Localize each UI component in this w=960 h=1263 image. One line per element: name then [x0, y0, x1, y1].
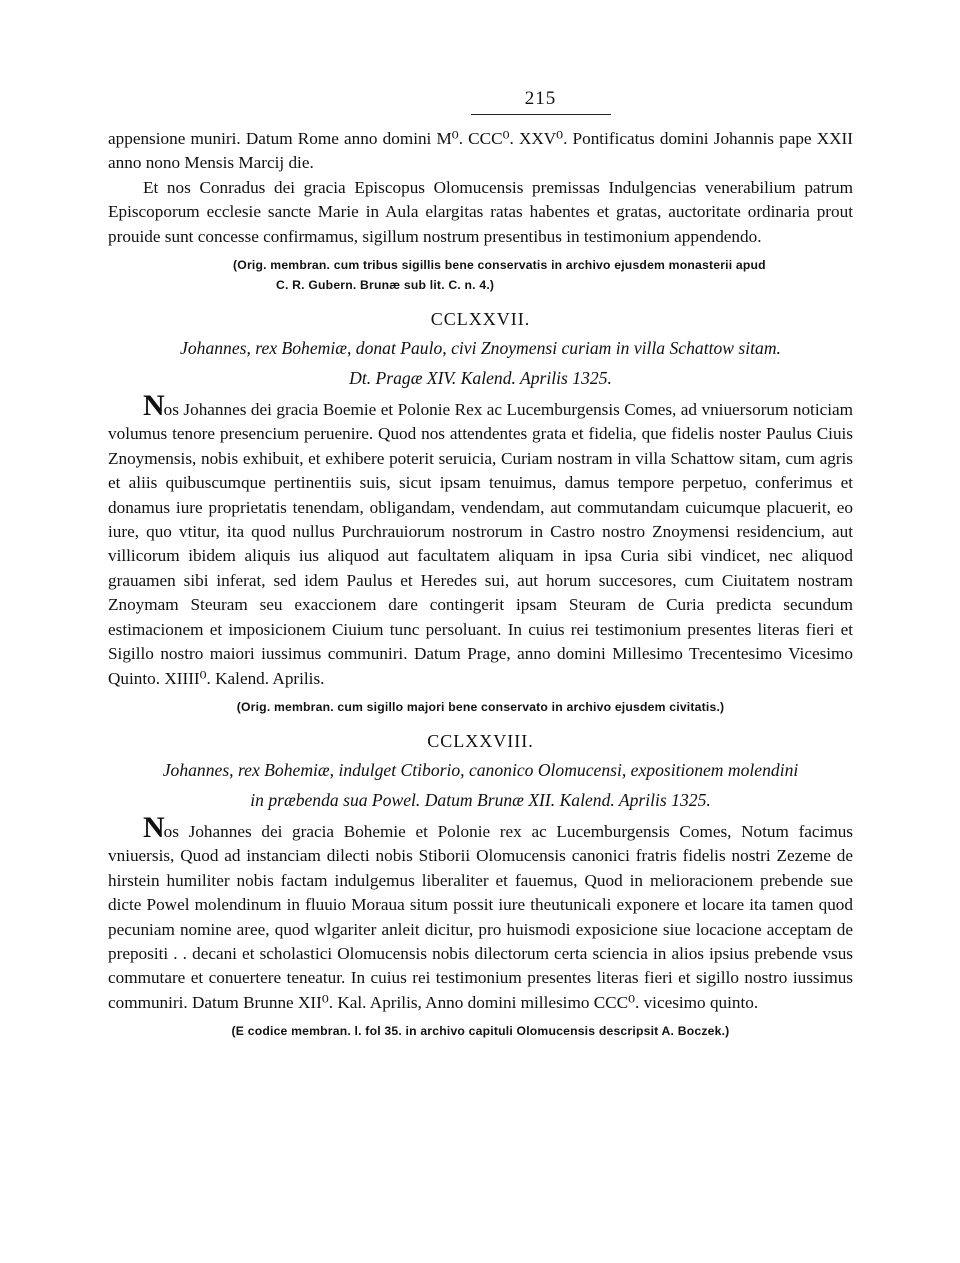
source-note-1 — [108, 255, 853, 295]
document-summary-line1: Johannes, rex Bohemiæ, donat Paulo, civi Znoymensi curiam in villa Schattow sitam. — [180, 338, 781, 359]
source-note: (E codice membran. l. fol 35. in archivo capituli Olomucensis descripsit A. Boczek.) — [231, 1024, 730, 1039]
source-note: (Orig. membran. cum sigillo majori bene conservato in archivo ejusdem civitatis.) — [236, 699, 725, 714]
drop-initial: N — [143, 389, 164, 423]
drop-initial: N — [143, 810, 164, 844]
document-page — [108, 88, 853, 1041]
source-note-1-line1: (Orig. membran. cum tribus sigillis bene conservatis in archivo ejusdem monasterii apud — [233, 258, 766, 273]
document-body — [108, 810, 853, 1015]
source-note-1-line2: C. R. Gubern. Brunæ sub lit. C. n. 4.) — [276, 278, 495, 293]
document-277 — [108, 309, 853, 717]
document-body-text: os Johannes dei gracia Boemie et Polonie Rex ac Lucemburgensis Comes, ad vniuersorum noticiam volumus tenore presencium peruenire. Quod nos attendentes grata et fidelia, que fidelis noster Paulus Ciuis Znoymensis, nobis exhibuit, et exhibere poterit seruicia, Curiam nostram in villa Schattow sitam, cum agris et aliis quibuscumque pertinentiis suis, sicut ipsam tenuimus, damus tempore perpetuo, conferimus et donamus iure proprietatis tenendam, obligandam, vendendam, aut commutandam cuicumque placuerit, eo iure, quo vtitur, ita quod nullus Purchrauiorum nostrorum in Castro nostro Znoymensi residencium, aut villicorum ibidem aliquis ius aliquod aut facultatem aliquam in ipsa Curia sibi vindicet, nec aliquod grauamen sibi inferat, sed idem Paulus et Heredes sui, aut horum succesores, cum Ciuitatem nostram Znoymam Steuram seu exaccionem dare contingerit ipsam Steuram de Curia predicta secundum estimacionem et imposicionem Ciuium tunc persoluant. In cuius rei testimonium presentes literas fieri et Sigillo nostro maiori iussimus communiri. Datum Prage, anno domini Millesimo Trecentesimo Vicesimo Quinto. XIIII⁰. Kalend. Aprilis. — [108, 400, 853, 688]
document-278 — [108, 731, 853, 1041]
document-summary-line1: Johannes, rex Bohemiæ, indulget Ctiborio, canonico Olomucensi, expositionem molendini — [162, 759, 799, 780]
page-number: 215 — [471, 88, 611, 115]
paragraph-appensione: appensione muniri. Datum Rome anno domini M⁰. CCC⁰. XXV⁰. Pontificatus domini Johannis pape XXII anno nono Mensis Marcij die. — [108, 129, 853, 173]
document-number: CCLXXVII. — [430, 309, 531, 330]
paragraph-conradus: Et nos Conradus dei gracia Episcopus Olomucensis premissas Indulgencias venerabilium patrum Episcoporum ecclesie sancte Marie in Aula elargitas ratas habentes et gratas, auctoritate ordinaria prout prouide sunt concesse confirmamus, sigillum nostrum presentibus in testimonium appendendo. — [108, 177, 853, 246]
document-summary-line2: in præbenda sua Powel. Datum Brunæ XII. Kalend. Aprilis 1325. — [250, 789, 711, 810]
document-body — [108, 389, 853, 691]
document-body-text: os Johannes dei gracia Bohemie et Polonie rex ac Lucemburgensis Comes, Notum facimus vniuersis, Quod ad instanciam dilecti nobis Stiborii Olomucensis canonici fratris fidelis nostri Zezeme de hirstein humiliter nobis factam indulgemus liberaliter et fauemus, Quod in melioracionem prebende sue dicte Powel molendinum in fluuio Moraua situm possit iure theutunicali exponere et locare ita tamen quod pecuniam nomine aree, quod wlgariter anleit dicitur, pro huismodi exposicione siue locacione acceptam de prepositi . . decani et scholastici Olomucensis nobis dilectorum certa sciencia in alios ipsius prebende vsus commutare et conuertere teneatur. In cuius rei testimonium presentes literas fieri et sigillo nostro iussimus communiri. Datum Brunne XII⁰. Kal. Aprilis, Anno domini millesimo CCC⁰. vicesimo quinto. — [108, 821, 853, 1012]
document-number: CCLXXVIII. — [427, 730, 534, 751]
document-summary-line2: Dt. Pragæ XIV. Kalend. Aprilis 1325. — [349, 368, 612, 389]
